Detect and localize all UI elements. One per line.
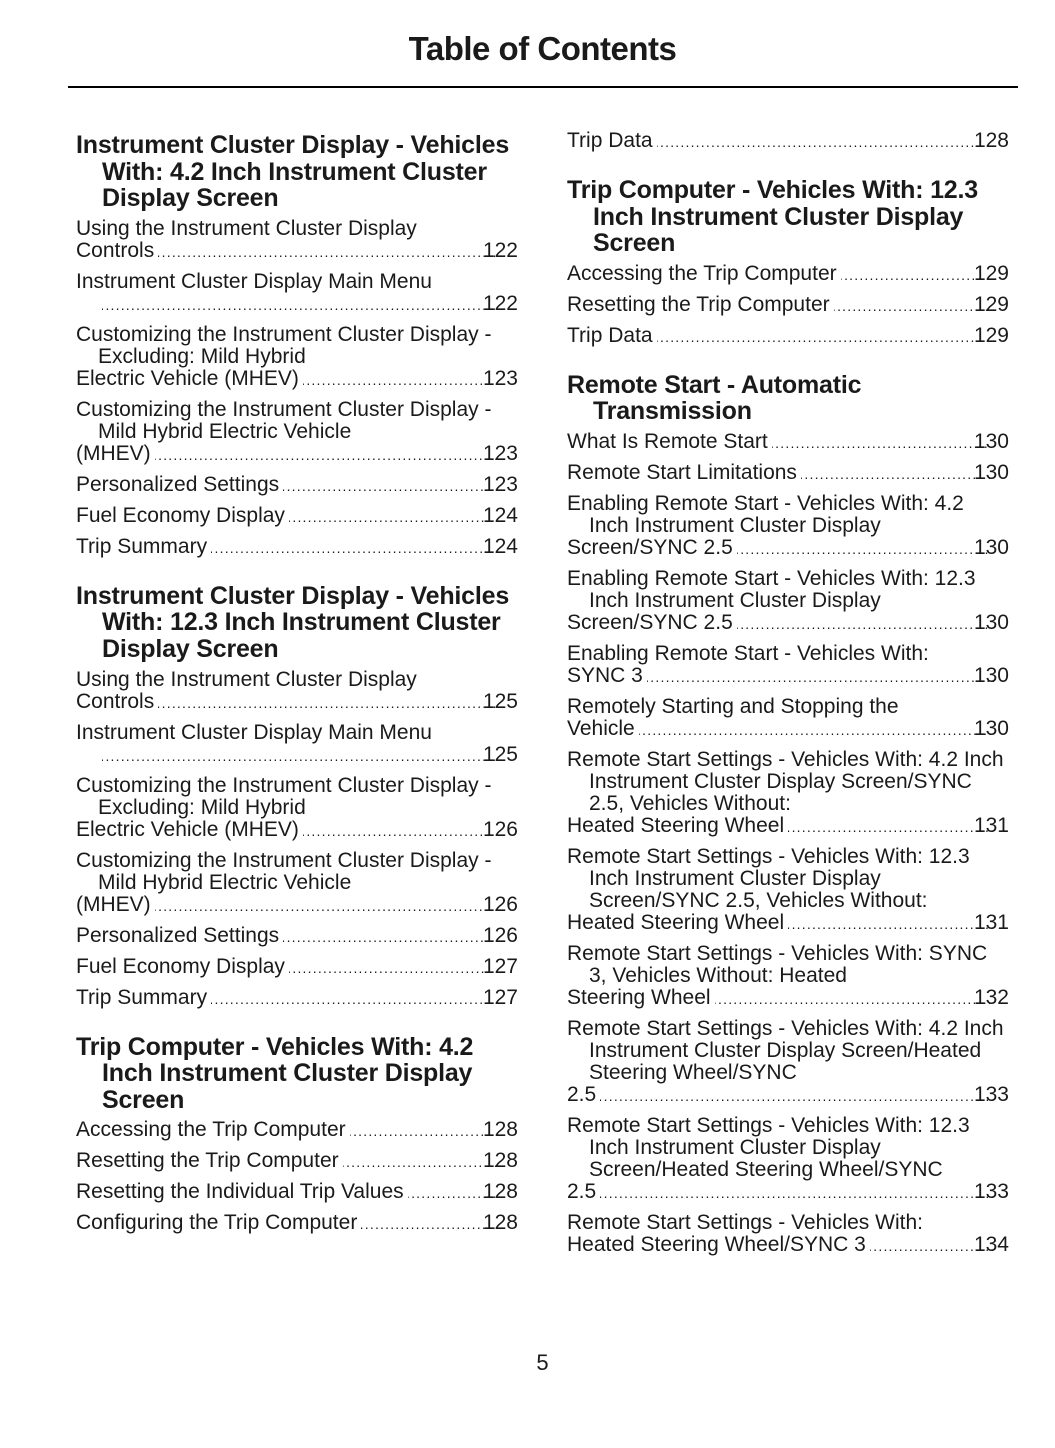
entry-page-number: 128 xyxy=(482,1118,518,1142)
entry-title-end: Accessing the Trip Computer xyxy=(76,1118,346,1142)
entry-title-end: Controls xyxy=(76,238,155,262)
leader-dots xyxy=(715,988,994,1010)
entry-page-number: 123 xyxy=(482,472,518,496)
toc-entry[interactable] xyxy=(567,294,1011,317)
leader-dots xyxy=(303,820,503,842)
toc-entry[interactable] xyxy=(567,325,1011,348)
toc-entry[interactable] xyxy=(567,846,1011,935)
toc-left-column xyxy=(76,132,520,1259)
leader-dots xyxy=(155,895,503,917)
toc-entry[interactable] xyxy=(76,1212,520,1235)
toc-entry[interactable] xyxy=(76,987,520,1010)
entry-title-end: Screen/SYNC 2.5 xyxy=(567,535,733,559)
entry-title-end: Screen/SYNC 2.5 xyxy=(567,610,733,634)
entry-title: Customizing the Instrument Cluster Display - Excluding: Mild Hybrid xyxy=(76,322,492,368)
toc-entry[interactable] xyxy=(567,643,1011,688)
toc-entry[interactable] xyxy=(76,850,520,917)
leader-dots xyxy=(211,537,503,559)
leader-dots xyxy=(102,745,503,767)
entry-title-end: Trip Data xyxy=(567,323,653,347)
toc-entry[interactable] xyxy=(567,130,1011,153)
entry-title: Remote Start Settings - Vehicles With: 4.2 Inch Instrument Cluster Display Screen/SYNC 2.5, Vehicles Without: xyxy=(567,747,1004,815)
entry-title: Using the Instrument Cluster Display xyxy=(76,667,417,691)
toc-section xyxy=(567,372,1011,1257)
entry-title-end: Fuel Economy Display xyxy=(76,954,285,978)
entry-title-end: Heated Steering Wheel xyxy=(567,813,785,837)
leader-dots xyxy=(158,241,503,263)
entry-title-end: Resetting the Trip Computer xyxy=(76,1149,339,1173)
section-heading: Trip Computer - Vehicles With: 4.2 Inch Instrument Cluster Display Screen xyxy=(76,1032,474,1114)
leader-dots xyxy=(657,326,994,348)
toc-entry[interactable] xyxy=(76,1181,520,1204)
entry-page-number: 128 xyxy=(482,1211,518,1235)
entry-page-number: 132 xyxy=(973,985,1009,1009)
entry-page-number: 123 xyxy=(482,441,518,465)
entry-page-number: 125 xyxy=(482,742,518,766)
toc-section xyxy=(567,130,1011,153)
entry-page-number: 122 xyxy=(482,238,518,262)
entry-page-number: 129 xyxy=(973,323,1009,347)
entry-title-end: Trip Summary xyxy=(76,985,208,1009)
toc-entry[interactable] xyxy=(76,925,520,948)
entry-page-number: 127 xyxy=(482,985,518,1009)
entry-title-end: (MHEV) xyxy=(76,441,151,465)
entry-title-end: Personalized Settings xyxy=(76,923,280,947)
entry-title-end: Personalized Settings xyxy=(76,472,280,496)
leader-dots xyxy=(361,1213,503,1235)
leader-dots xyxy=(657,131,994,153)
entry-title-end: Steering Wheel xyxy=(567,985,711,1009)
entry-title-end: Vehicle xyxy=(567,716,635,740)
leader-dots xyxy=(834,295,994,317)
toc-section xyxy=(567,177,1011,348)
entry-title: Remote Start Settings - Vehicles With: 4.2 Inch Instrument Cluster Display Screen/Heated Steering Wheel/SYNC xyxy=(567,1016,1004,1084)
entry-page-number: 127 xyxy=(482,954,518,978)
entry-page-number: 128 xyxy=(482,1180,518,1204)
leader-dots xyxy=(788,816,994,838)
entry-page-number: 126 xyxy=(482,817,518,841)
leader-dots xyxy=(737,613,994,635)
entry-page-number: 128 xyxy=(482,1149,518,1173)
entry-title: Customizing the Instrument Cluster Display - Excluding: Mild Hybrid xyxy=(76,773,492,819)
toc-entry[interactable] xyxy=(567,1018,1011,1107)
entry-page-number: 130 xyxy=(973,429,1009,453)
entry-title: Instrument Cluster Display Main Menu xyxy=(76,720,432,744)
entry-title-end: What Is Remote Start xyxy=(567,429,768,453)
entry-title: Remote Start Settings - Vehicles With: 12.3 Inch Instrument Cluster Display Screen/Heated Steering Wheel/SYNC xyxy=(567,1113,970,1181)
entry-title-end: (MHEV) xyxy=(76,892,151,916)
entry-title: Remote Start Settings - Vehicles With: SYNC 3, Vehicles Without: Heated xyxy=(567,941,988,987)
toc-entry[interactable] xyxy=(76,474,520,497)
title-divider xyxy=(68,86,1018,88)
toc-entry[interactable] xyxy=(76,271,520,316)
toc-entry[interactable] xyxy=(76,505,520,528)
toc-section xyxy=(76,1034,520,1236)
leader-dots xyxy=(737,538,994,560)
entry-page-number: 131 xyxy=(973,813,1009,837)
entry-title: Instrument Cluster Display Main Menu xyxy=(76,269,432,293)
section-heading: Instrument Cluster Display - Vehicles With: 4.2 Inch Instrument Cluster Display Screen xyxy=(76,131,510,213)
entry-title-end: Trip Summary xyxy=(76,534,208,558)
entry-page-number: 130 xyxy=(973,535,1009,559)
entry-page-number: 130 xyxy=(973,663,1009,687)
toc-right-column xyxy=(567,130,1011,1281)
entry-page-number: 122 xyxy=(482,291,518,315)
entry-title: Remote Start Settings - Vehicles With: 12.3 Inch Instrument Cluster Display Screen/SYNC 2.5, Vehicles Without: xyxy=(567,844,970,912)
toc-entry[interactable] xyxy=(76,399,520,466)
leader-dots xyxy=(639,719,994,741)
entry-title-end: Heated Steering Wheel/SYNC 3 xyxy=(567,1232,866,1256)
toc-entry[interactable] xyxy=(76,536,520,559)
entry-title: Enabling Remote Start - Vehicles With: xyxy=(567,641,929,665)
entry-page-number: 128 xyxy=(973,129,1009,152)
entry-page-number: 133 xyxy=(973,1082,1009,1106)
entry-title: Remotely Starting and Stopping the xyxy=(567,694,899,718)
leader-dots xyxy=(801,463,994,485)
entry-page-number: 130 xyxy=(973,460,1009,484)
entry-page-number: 131 xyxy=(973,910,1009,934)
toc-entry[interactable] xyxy=(567,462,1011,485)
toc-entry[interactable] xyxy=(76,218,520,263)
toc-entry[interactable] xyxy=(567,431,1011,454)
toc-entry[interactable] xyxy=(76,775,520,842)
toc-entry[interactable] xyxy=(567,1212,1011,1257)
leader-dots xyxy=(303,369,503,391)
entry-title: Customizing the Instrument Cluster Display - Mild Hybrid Electric Vehicle xyxy=(76,397,492,443)
toc-entry[interactable] xyxy=(76,669,520,714)
leader-dots xyxy=(155,444,503,466)
toc-entry[interactable] xyxy=(567,749,1011,838)
section-heading: Trip Computer - Vehicles With: 12.3 Inch Instrument Cluster Display Screen xyxy=(567,176,978,258)
entry-title-end: Electric Vehicle (MHEV) xyxy=(76,366,299,390)
entry-title-end: Fuel Economy Display xyxy=(76,503,285,527)
entry-title-end: 2.5 xyxy=(567,1179,597,1203)
leader-dots xyxy=(102,294,503,316)
leader-dots xyxy=(788,913,994,935)
entry-page-number: 124 xyxy=(482,534,518,558)
entry-title-end: Remote Start Limitations xyxy=(567,460,797,484)
toc-entry[interactable] xyxy=(76,1119,520,1142)
entry-title-end: Configuring the Trip Computer xyxy=(76,1211,358,1235)
entry-title-end: Electric Vehicle (MHEV) xyxy=(76,817,299,841)
entry-title: Using the Instrument Cluster Display xyxy=(76,216,417,240)
page-title: Table of Contents xyxy=(408,30,677,67)
leader-dots xyxy=(647,666,994,688)
section-heading: Remote Start - Automatic Transmission xyxy=(567,370,862,426)
leader-dots xyxy=(289,506,503,528)
entry-page-number: 125 xyxy=(482,689,518,713)
toc-entry[interactable] xyxy=(567,263,1011,286)
leader-dots xyxy=(289,957,503,979)
entry-page-number: 123 xyxy=(482,366,518,390)
entry-title-end: Accessing the Trip Computer xyxy=(567,261,837,285)
entry-title-end: Controls xyxy=(76,689,155,713)
leader-dots xyxy=(283,926,503,948)
entry-title: Enabling Remote Start - Vehicles With: 12.3 Inch Instrument Cluster Display xyxy=(567,566,976,612)
toc-entry[interactable] xyxy=(567,696,1011,741)
entry-title-end: Resetting the Trip Computer xyxy=(567,292,830,316)
toc-entry[interactable] xyxy=(567,493,1011,560)
toc-entry[interactable] xyxy=(567,1115,1011,1204)
leader-dots xyxy=(158,692,503,714)
entry-title-end: 2.5 xyxy=(567,1082,597,1106)
entry-title: Enabling Remote Start - Vehicles With: 4.2 Inch Instrument Cluster Display xyxy=(567,491,964,537)
entry-page-number: 134 xyxy=(973,1232,1009,1256)
leader-dots xyxy=(283,475,503,497)
entry-title-end: SYNC 3 xyxy=(567,663,643,687)
leader-dots xyxy=(841,264,994,286)
toc-entry[interactable] xyxy=(76,956,520,979)
leader-dots xyxy=(772,432,994,454)
leader-dots xyxy=(600,1085,994,1107)
leader-dots xyxy=(211,988,503,1010)
entry-page-number: 129 xyxy=(973,261,1009,285)
entry-title-end: Trip Data xyxy=(567,129,653,152)
entry-page-number: 124 xyxy=(482,503,518,527)
leader-dots xyxy=(350,1120,503,1142)
entry-page-number: 130 xyxy=(973,716,1009,740)
entry-page-number: 129 xyxy=(973,292,1009,316)
toc-section xyxy=(76,132,520,559)
entry-title-end: Resetting the Individual Trip Values xyxy=(76,1180,404,1204)
entry-page-number: 126 xyxy=(482,923,518,947)
toc-entry[interactable] xyxy=(76,722,520,767)
toc-section xyxy=(76,583,520,1010)
toc-entry[interactable] xyxy=(567,943,1011,1010)
entry-title: Remote Start Settings - Vehicles With: xyxy=(567,1210,923,1234)
section-heading: Instrument Cluster Display - Vehicles With: 12.3 Inch Instrument Cluster Display Screen xyxy=(76,581,510,663)
leader-dots xyxy=(600,1182,994,1204)
toc-entry[interactable] xyxy=(76,324,520,391)
leader-dots xyxy=(343,1151,503,1173)
toc-entry[interactable] xyxy=(76,1150,520,1173)
entry-title-end: Heated Steering Wheel xyxy=(567,910,785,934)
entry-page-number: 130 xyxy=(973,610,1009,634)
toc-entry[interactable] xyxy=(567,568,1011,635)
entry-page-number: 126 xyxy=(482,892,518,916)
page-number: 5 xyxy=(536,1350,549,1375)
entry-page-number: 133 xyxy=(973,1179,1009,1203)
entry-title: Customizing the Instrument Cluster Display - Mild Hybrid Electric Vehicle xyxy=(76,848,492,894)
